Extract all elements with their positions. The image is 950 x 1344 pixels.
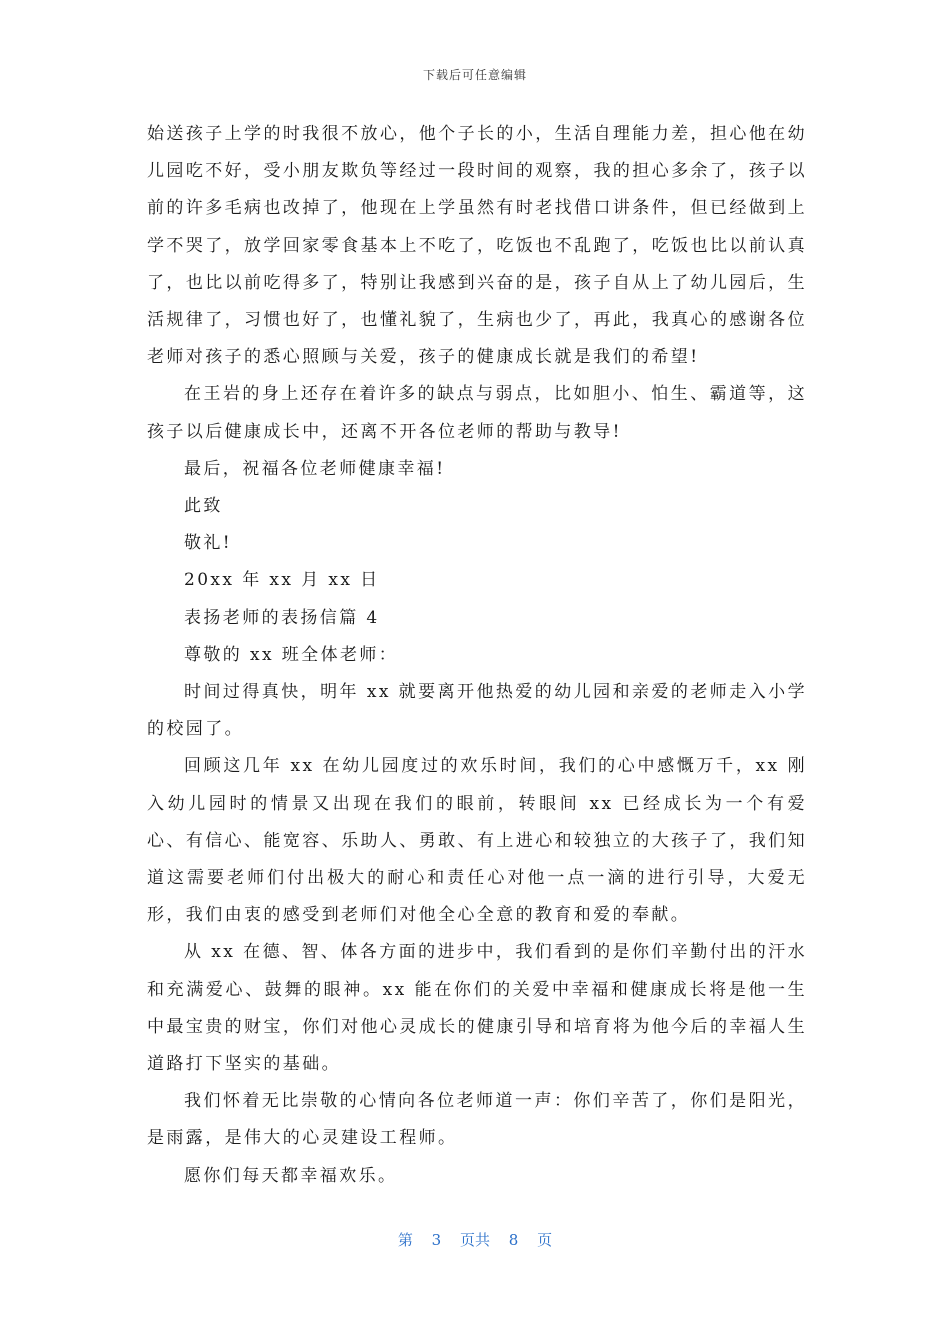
letter-date: 20xx 年 xx 月 xx 日 — [184, 570, 380, 591]
page-footer — [0, 1229, 950, 1250]
paragraph-gratitude: 我们怀着无比崇敬的心情向各位老师道一声：你们辛苦了，你们是阳光，是雨露，是伟大的心灵建设工程师。 — [147, 1091, 807, 1149]
footer-middle: 页共 — [459, 1231, 490, 1249]
footer-current-page: 3 — [431, 1231, 442, 1249]
paragraph-time-flies: 时间过得真快，明年 xx 就要离开他热爱的幼儿园和亲爱的老师走入小学的校园了。 — [147, 682, 807, 740]
footer-total-pages: 8 — [508, 1231, 519, 1249]
closing-salutation-2: 敬礼! — [184, 533, 233, 554]
closing-salutation-1: 此致 — [184, 496, 223, 517]
paragraph-blessing: 最后，祝福各位老师健康幸福! — [184, 458, 446, 479]
page-header: 下载后可任意编辑 — [422, 68, 527, 82]
paragraph-continued: 始送孩子上学的时我很不放心，他个子长的小，生活自理能力差，担心他在幼儿园吃不好，受小朋友欺负等经过一段时间的观察，我的担心多余了，孩子以前的许多毛病也改掉了，他现在上学虽然有时老找借口讲条件，但已经做到上学不哭了，放学回家零食基本上不吃了，吃饭也不乱跑了，吃饭也比以前认真了，也比以前吃得多了，特别让我感到兴奋的是，孩子自从上了幼儿园后，生活规律了，习惯也好了，也懂礼貌了，生病也少了，再此，我真心的感谢各位老师对孩子的悉心照顾与关爱，孩子的健康成长就是我们的希望! — [147, 124, 807, 368]
footer-suffix: 页 — [537, 1231, 553, 1249]
document-body — [147, 116, 807, 1195]
paragraph-progress: 从 xx 在德、智、体各方面的进步中，我们看到的是你们辛勤付出的汗水和充满爱心、鼓舞的眼神。xx 能在你们的关爱中幸福和健康成长将是他一生中最宝贵的财宝，你们对他心灵成长的健康引导和培育将为他今后的幸福人生道路打下坚实的基础。 — [147, 942, 807, 1075]
footer-prefix: 第 — [397, 1231, 413, 1249]
letter-greeting: 尊敬的 xx 班全体老师： — [184, 644, 399, 665]
section-title: 表扬老师的表扬信篇 4 — [184, 607, 380, 628]
paragraph-looking-back: 回顾这几年 xx 在幼儿园度过的欢乐时间，我们的心中感慨万千，xx 刚入幼儿园时的情景又出现在我们的眼前，转眼间 xx 已经成长为一个有爱心、有信心、能宽容、乐助人、勇敢、有上进心和较独立的大孩子了，我们知道这需要老师们付出极大的耐心和责任心对他一点一滴的进行引导，大爱无形，我们由衷的感受到老师们对他全心全意的教育和爱的奉献。 — [147, 756, 807, 926]
paragraph-child-weaknesses: 在王岩的身上还存在着许多的缺点与弱点，比如胆小、怕生、霸道等，这孩子以后健康成长中，还离不开各位老师的帮助与教导! — [147, 384, 807, 442]
paragraph-wishes: 愿你们每天都幸福欢乐。 — [184, 1165, 398, 1186]
